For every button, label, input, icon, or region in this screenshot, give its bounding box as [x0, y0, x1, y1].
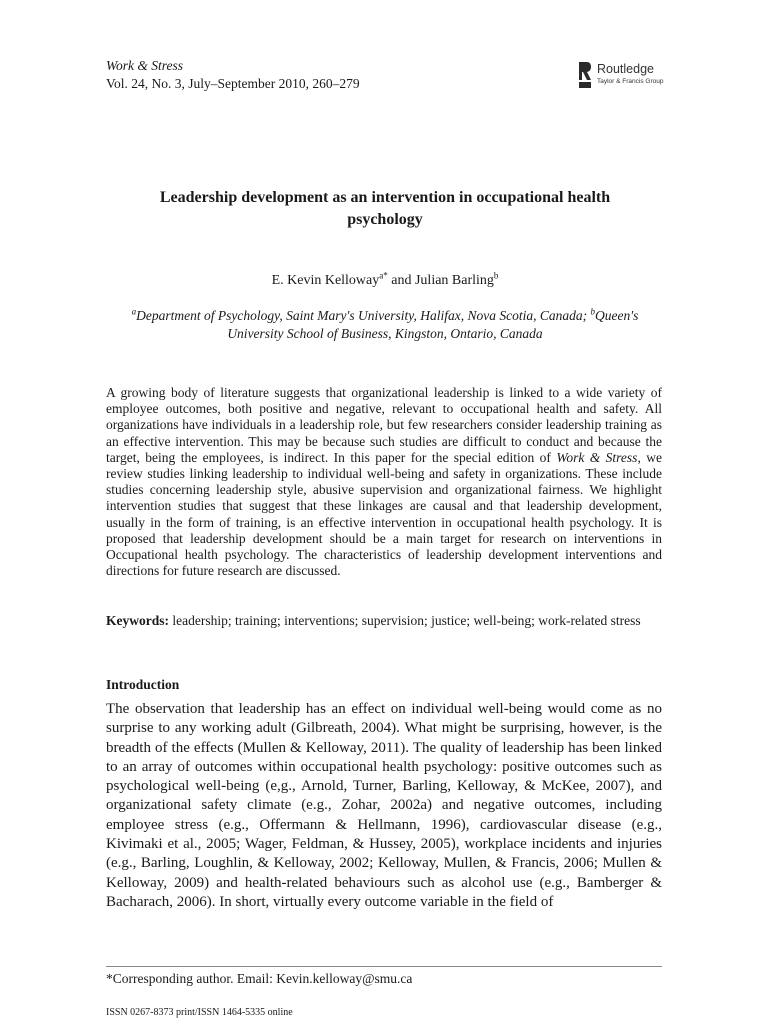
- author-conjunction: and: [387, 273, 415, 288]
- affil-b-sup: b: [590, 306, 595, 317]
- author-1: E. Kevin Kelloway: [271, 273, 380, 288]
- issn: ISSN 0267-8373 print/ISSN 1464-5335 online: [106, 1007, 293, 1018]
- footnote-divider: [106, 966, 662, 967]
- publisher-name: Routledge: [597, 62, 654, 76]
- author-2-sup: b: [493, 270, 499, 281]
- journal-name: Work & Stress: [106, 58, 184, 73]
- affil-a-sup: a: [131, 306, 137, 317]
- affil-a: Department of Psychology, Saint Mary's University, Halifax, Nova Scotia, Canada;: [136, 308, 591, 323]
- publisher-group: Taylor & Francis Group: [597, 78, 664, 85]
- keywords-text: leadership; training; interventions; supervision; justice; well-being; work-related stress: [169, 613, 641, 628]
- section-heading-introduction: Introduction: [106, 677, 180, 692]
- authors: [106, 270, 664, 289]
- publisher-logo: [577, 60, 677, 92]
- introduction-body: The observation that leadership has an effect on individual well-being would come as no surprise to any working adult (Gilbreath, 2004). What might be surprising, however, is the breadth of the effects (Mullen & Kelloway, 2011). The quality of leadership has been linked to an array of outcomes within occupational health psychology: positive outcomes such as psychological well-being (e,g., Arnold, Turner, Barling, Kelloway, & McKee, 2007), and organizational safety climate (e.g., Zohar, 2002a) and negative outcomes, including employee stress (e.g., Offermann & Hellmann, 1996), cardiovascular disease (e.g., Kivimaki et al., 2005; Wager, Feldman, & Hussey, 2005), workplace incidents and injuries (e.g., Barling, Loughlin, & Kelloway, 2002; Kelloway, Mullen, & Francis, 2006; Mullen & Kelloway, 2009) and health-related behaviours such as alcohol use (e.g., Bamberger & Bacharach, 2006). In short, virtually every outcome variable in the field of: [106, 701, 662, 910]
- keywords: [106, 613, 662, 629]
- routledge-logo-icon: [577, 60, 593, 90]
- affil-b: Queen's University School of Business, Kingston, Ontario, Canada: [227, 308, 639, 341]
- affiliations: [106, 307, 664, 343]
- abstract-part-1: A growing body of literature suggests that organizational leadership is linked to a wide variety of employee outcomes, both positive and negative, relevant to occupational health and safety. All organizations have individuals in a leadership role, but few researchers consider leadership training as an effective intervention. This may be because such studies are difficult to conduct and because the target, being the employees, is indirect. In this paper for the special edition of: [106, 385, 662, 465]
- author-2: Julian Barling: [414, 273, 494, 288]
- abstract-journal: Work & Stress: [556, 449, 638, 465]
- footnote: *Corresponding author. Email: Kevin.kelloway@smu.ca: [106, 971, 413, 986]
- title-line-1: Leadership development as an intervention in occupational health: [159, 189, 611, 206]
- abstract: [106, 385, 662, 579]
- journal-volume: Vol. 24, No. 3, July–September 2010, 260–279: [106, 76, 360, 91]
- keywords-label: Keywords:: [106, 613, 169, 628]
- author-1-sup: a*: [379, 270, 388, 281]
- title-line-2: psychology: [347, 211, 423, 228]
- abstract-part-2: , we review studies linking leadership to individual well-being and safety in organizations. These include studies concerning leadership style, abusive supervision and organizational fairness. We highlight intervention studies that suggest that these linkages are causal and that leadership development, usually in the form of training, is an effective intervention in occupational health psychology. It is proposed that leadership development should be a main target for research on interventions in Occupational health psychology. The characteristics of leadership development interventions and directions for future research are discussed.: [106, 449, 662, 579]
- article-title: [106, 187, 664, 231]
